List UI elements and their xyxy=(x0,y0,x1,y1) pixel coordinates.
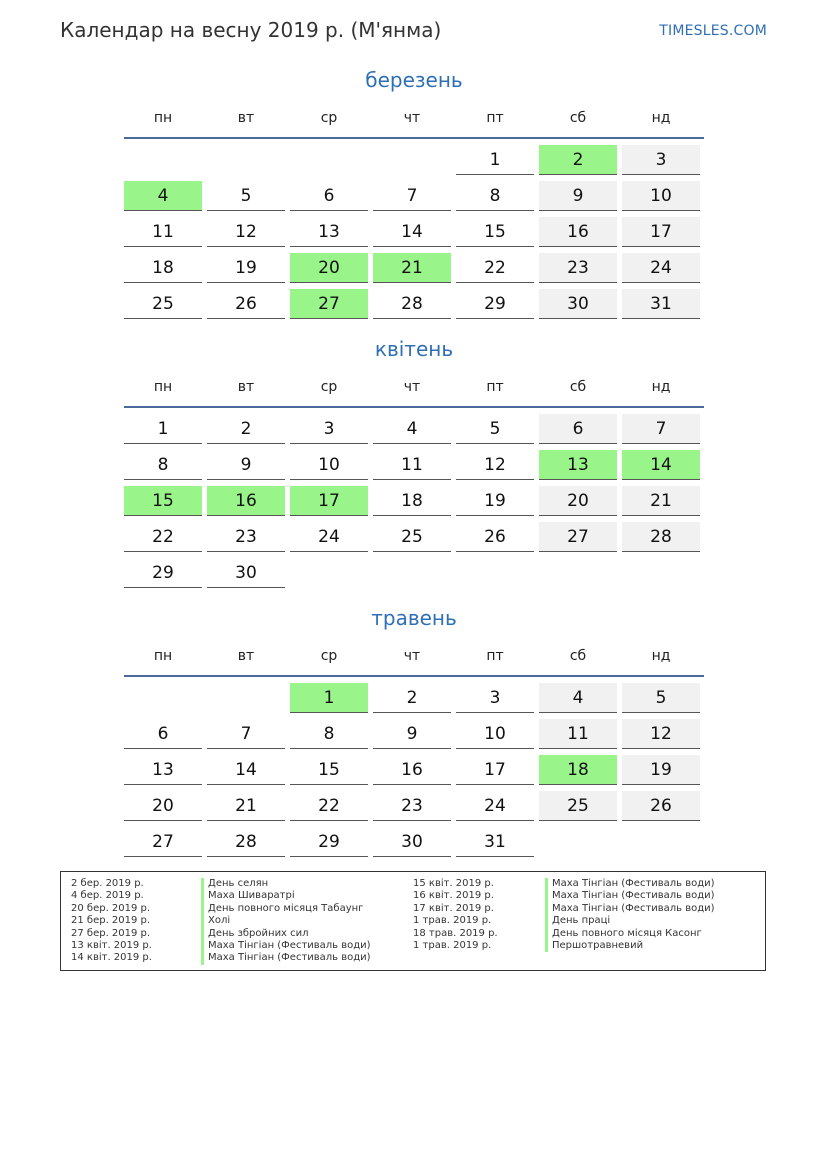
day-cell: 4 xyxy=(539,683,617,713)
legend-date: 1 трав. 2019 р. xyxy=(413,939,492,951)
weekday-label: пт xyxy=(486,379,504,395)
legend-holiday-name: День праці xyxy=(545,915,715,927)
month-title: травень xyxy=(371,606,457,630)
day-cell: 11 xyxy=(539,719,617,749)
day-cell: 7 xyxy=(622,414,700,444)
day-cell: 22 xyxy=(124,522,202,552)
week-row xyxy=(124,755,704,791)
holiday-day-cell: 15 xyxy=(124,486,202,516)
day-cell: 19 xyxy=(456,486,534,516)
day-cell: 22 xyxy=(456,253,534,283)
weekday-label: пн xyxy=(153,110,173,126)
day-cell: 22 xyxy=(290,791,368,821)
day-cell: 17 xyxy=(622,217,700,247)
day-cell: 31 xyxy=(456,827,534,857)
weekday-label: вт xyxy=(237,379,255,395)
day-cell: 6 xyxy=(290,181,368,211)
day-cell: 11 xyxy=(373,450,451,480)
day-cell: 20 xyxy=(539,486,617,516)
weekday-label: ср xyxy=(320,110,338,126)
legend-holiday-name: Маха Тінгіан (Фестиваль води) xyxy=(545,890,715,902)
legend-date: 1 трав. 2019 р. xyxy=(413,915,492,927)
legend-holiday-name: День селян xyxy=(201,878,371,890)
day-cell: 21 xyxy=(207,791,285,821)
weekday-label: чт xyxy=(403,379,421,395)
day-cell: 2 xyxy=(373,683,451,713)
weekday-label: пт xyxy=(486,648,504,664)
weekday-label: сб xyxy=(569,648,587,664)
legend-holiday-name: День повного місяця Касонг xyxy=(545,928,715,940)
holiday-legend xyxy=(60,871,766,971)
legend-holiday-name: Маха Шиваратрі xyxy=(201,890,371,902)
day-cell: 31 xyxy=(622,289,700,319)
day-cell: 25 xyxy=(373,522,451,552)
day-cell: 1 xyxy=(456,145,534,175)
week-row xyxy=(124,414,704,450)
day-cell: 5 xyxy=(456,414,534,444)
legend-dates-left xyxy=(71,878,152,965)
month-1 xyxy=(124,334,704,594)
weekday-header xyxy=(124,641,704,671)
month-title: квітень xyxy=(374,337,454,361)
legend-holiday-name: Першотравневий xyxy=(545,940,715,952)
header-divider xyxy=(124,406,704,408)
weekday-label: пт xyxy=(486,110,504,126)
week-row xyxy=(124,253,704,289)
holiday-day-cell: 20 xyxy=(290,253,368,283)
page-title: Календар на весну 2019 р. (М'янма) xyxy=(60,18,442,42)
empty-day-cell xyxy=(373,558,451,588)
legend-date: 2 бер. 2019 р. xyxy=(71,878,144,889)
week-row xyxy=(124,791,704,827)
day-grid xyxy=(124,414,704,594)
day-cell: 8 xyxy=(124,450,202,480)
week-row xyxy=(124,558,704,594)
week-row xyxy=(124,145,704,181)
week-row xyxy=(124,683,704,719)
day-cell: 26 xyxy=(456,522,534,552)
legend-date: 13 квіт. 2019 р. xyxy=(71,939,152,951)
month-2 xyxy=(124,603,704,863)
weekday-label: вт xyxy=(237,648,255,664)
day-grid xyxy=(124,683,704,863)
day-cell: 2 xyxy=(207,414,285,444)
week-row xyxy=(124,289,704,325)
day-cell: 27 xyxy=(539,522,617,552)
site-link[interactable]: TIMESLES.COM xyxy=(659,23,767,39)
weekday-label: нд xyxy=(651,648,671,664)
weekday-label: чт xyxy=(403,110,421,126)
legend-date: 14 квіт. 2019 р. xyxy=(71,952,152,964)
empty-day-cell xyxy=(124,683,202,713)
day-cell: 18 xyxy=(373,486,451,516)
day-cell: 9 xyxy=(207,450,285,480)
week-row xyxy=(124,486,704,522)
day-cell: 18 xyxy=(124,253,202,283)
day-cell: 16 xyxy=(373,755,451,785)
day-cell: 6 xyxy=(124,719,202,749)
legend-date: 16 квіт. 2019 р. xyxy=(413,890,494,902)
day-cell: 28 xyxy=(373,289,451,319)
empty-day-cell xyxy=(539,558,617,588)
day-cell: 21 xyxy=(622,486,700,516)
day-cell: 12 xyxy=(207,217,285,247)
day-cell: 17 xyxy=(456,755,534,785)
weekday-label: пн xyxy=(153,648,173,664)
day-cell: 29 xyxy=(456,289,534,319)
day-cell: 11 xyxy=(124,217,202,247)
month-title: березень xyxy=(365,68,463,92)
weekday-label: нд xyxy=(651,379,671,395)
week-row xyxy=(124,719,704,755)
day-cell: 10 xyxy=(456,719,534,749)
day-cell: 28 xyxy=(207,827,285,857)
day-cell: 7 xyxy=(373,181,451,211)
day-cell: 5 xyxy=(207,181,285,211)
day-cell: 28 xyxy=(622,522,700,552)
day-cell: 29 xyxy=(290,827,368,857)
day-cell: 27 xyxy=(124,827,202,857)
day-cell: 25 xyxy=(124,289,202,319)
day-cell: 9 xyxy=(373,719,451,749)
day-cell: 4 xyxy=(373,414,451,444)
holiday-day-cell: 27 xyxy=(290,289,368,319)
weekday-header xyxy=(124,372,704,402)
empty-day-cell xyxy=(622,558,700,588)
day-cell: 19 xyxy=(207,253,285,283)
empty-day-cell xyxy=(373,145,451,175)
day-cell: 5 xyxy=(622,683,700,713)
day-cell: 30 xyxy=(207,558,285,588)
weekday-label: сб xyxy=(569,110,587,126)
day-cell: 9 xyxy=(539,181,617,211)
header-divider xyxy=(124,137,704,139)
empty-day-cell xyxy=(124,145,202,175)
day-cell: 23 xyxy=(373,791,451,821)
legend-date: 15 квіт. 2019 р. xyxy=(413,878,494,889)
day-cell: 10 xyxy=(290,450,368,480)
legend-dates-right xyxy=(413,878,498,952)
day-cell: 12 xyxy=(456,450,534,480)
day-cell: 13 xyxy=(290,217,368,247)
weekday-label: ср xyxy=(320,379,338,395)
legend-holiday-name: Маха Тінгіан (Фестиваль води) xyxy=(201,940,371,952)
week-row xyxy=(124,522,704,558)
legend-names-right xyxy=(545,878,715,952)
day-cell: 14 xyxy=(207,755,285,785)
weekday-header xyxy=(124,103,704,133)
day-cell: 12 xyxy=(622,719,700,749)
empty-day-cell xyxy=(622,827,700,857)
month-0 xyxy=(124,65,704,325)
empty-day-cell xyxy=(290,145,368,175)
empty-day-cell xyxy=(207,145,285,175)
weekday-label: пн xyxy=(153,379,173,395)
legend-date: 17 квіт. 2019 р. xyxy=(413,902,494,914)
week-row xyxy=(124,217,704,253)
header-divider xyxy=(124,675,704,677)
day-cell: 10 xyxy=(622,181,700,211)
day-cell: 13 xyxy=(124,755,202,785)
weekday-label: ср xyxy=(320,648,338,664)
legend-date: 21 бер. 2019 р. xyxy=(71,915,151,927)
day-cell: 3 xyxy=(622,145,700,175)
day-cell: 23 xyxy=(539,253,617,283)
legend-holiday-name: Маха Тінгіан (Фестиваль води) xyxy=(545,903,715,915)
holiday-day-cell: 1 xyxy=(290,683,368,713)
holiday-day-cell: 21 xyxy=(373,253,451,283)
day-cell: 8 xyxy=(456,181,534,211)
day-cell: 24 xyxy=(290,522,368,552)
legend-date: 20 бер. 2019 р. xyxy=(71,902,151,914)
day-cell: 19 xyxy=(622,755,700,785)
day-cell: 29 xyxy=(124,558,202,588)
day-cell: 20 xyxy=(124,791,202,821)
day-cell: 25 xyxy=(539,791,617,821)
holiday-day-cell: 18 xyxy=(539,755,617,785)
day-cell: 23 xyxy=(207,522,285,552)
holiday-day-cell: 2 xyxy=(539,145,617,175)
day-cell: 8 xyxy=(290,719,368,749)
week-row xyxy=(124,181,704,217)
week-row xyxy=(124,827,704,863)
day-cell: 1 xyxy=(124,414,202,444)
weekday-label: сб xyxy=(569,379,587,395)
legend-date: 27 бер. 2019 р. xyxy=(71,927,151,939)
holiday-day-cell: 14 xyxy=(622,450,700,480)
day-cell: 6 xyxy=(539,414,617,444)
weekday-label: нд xyxy=(651,110,671,126)
legend-holiday-name: Холі xyxy=(201,915,371,927)
legend-names-left xyxy=(201,878,371,965)
day-cell: 16 xyxy=(539,217,617,247)
day-cell: 3 xyxy=(290,414,368,444)
legend-holiday-name: День повного місяця Табаунг xyxy=(201,903,371,915)
day-cell: 24 xyxy=(456,791,534,821)
day-cell: 30 xyxy=(539,289,617,319)
holiday-day-cell: 4 xyxy=(124,181,202,211)
day-cell: 7 xyxy=(207,719,285,749)
day-cell: 15 xyxy=(290,755,368,785)
day-cell: 3 xyxy=(456,683,534,713)
legend-holiday-name: Маха Тінгіан (Фестиваль води) xyxy=(201,952,371,964)
empty-day-cell xyxy=(456,558,534,588)
empty-day-cell xyxy=(207,683,285,713)
day-cell: 26 xyxy=(207,289,285,319)
day-cell: 24 xyxy=(622,253,700,283)
holiday-day-cell: 16 xyxy=(207,486,285,516)
holiday-day-cell: 17 xyxy=(290,486,368,516)
legend-holiday-name: День збройних сил xyxy=(201,928,371,940)
day-grid xyxy=(124,145,704,325)
day-cell: 15 xyxy=(456,217,534,247)
day-cell: 26 xyxy=(622,791,700,821)
weekday-label: чт xyxy=(403,648,421,664)
week-row xyxy=(124,450,704,486)
weekday-label: вт xyxy=(237,110,255,126)
legend-date: 4 бер. 2019 р. xyxy=(71,890,144,902)
day-cell: 14 xyxy=(373,217,451,247)
legend-date: 18 трав. 2019 р. xyxy=(413,927,498,939)
day-cell: 30 xyxy=(373,827,451,857)
empty-day-cell xyxy=(539,827,617,857)
holiday-day-cell: 13 xyxy=(539,450,617,480)
empty-day-cell xyxy=(290,558,368,588)
legend-holiday-name: Маха Тінгіан (Фестиваль води) xyxy=(545,878,715,890)
